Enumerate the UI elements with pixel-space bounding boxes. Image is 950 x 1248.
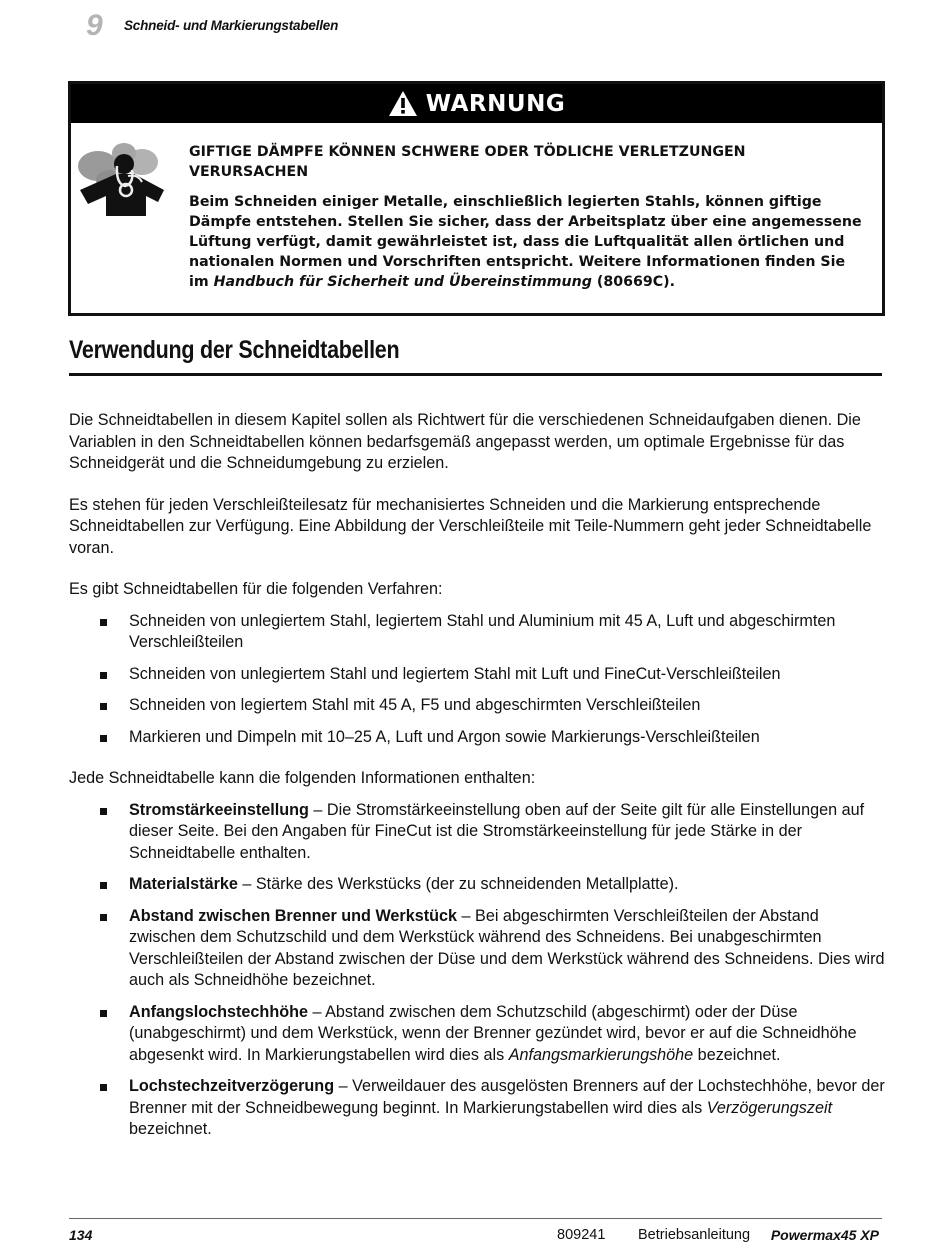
section-body [69, 410, 889, 1161]
warning-header [71, 84, 882, 123]
processes-list [69, 611, 889, 749]
term: Materialstärke [129, 875, 238, 893]
page-number: 134 [69, 1227, 93, 1243]
warning-box [68, 81, 885, 316]
processes-intro: Es gibt Schneidtabellen für die folgenden Verfahren: [69, 580, 443, 598]
warning-triangle-icon [388, 90, 418, 117]
consumables-paragraph: Es stehen für jeden Verschleißteilesatz für mechanisiertes Schneiden und die Markierung entsprechende Schneidtabellen zur Verfügung. Eine Abbildung der Verschleißteile mit Teile-Nummern geht jeder Schneidtabelle voran. [69, 495, 872, 557]
toxic-fumes-pictogram [76, 140, 168, 220]
definition-italic: Anfangsmarkierungshöhe [508, 1045, 694, 1064]
title-divider [69, 373, 882, 376]
list-item [69, 874, 889, 896]
definition: – Die Stromstärkeeinstellung oben auf der Seite gilt für alle Einstellungen auf dieser Seite. Bei den Angaben für FineCut ist die Stromstärkeeinstellung für jede Stärke in der Schneidtabelle enthalten. [129, 800, 865, 862]
document-number: 809241 [557, 1227, 606, 1243]
info-intro: Jede Schneidtabelle kann die folgenden Informationen enthalten: [69, 769, 536, 787]
term: Stromstärkeeinstellung [129, 800, 309, 819]
manual-type: Betriebsanleitung [638, 1227, 751, 1243]
definition-italic: Verzögerungszeit [706, 1098, 833, 1117]
term: Abstand zwischen Brenner und Werkstück [129, 906, 458, 925]
definition-end: bezeichnet. [693, 1045, 781, 1064]
warning-heading: GIFTIGE DÄMPFE KÖNNEN SCHWERE ODER TÖDLICHE VERLETZUNGEN VERURSACHEN [189, 144, 746, 180]
intro-paragraph: Die Schneidtabellen in diesem Kapitel sollen als Richtwert für die verschiedenen Schneidaufgaben dienen. Die Variablen in den Schneidtabellen können bedarfsgemäß angepasst werden, um optimale Ergebnisse für das Schneidgerät und die Schneidumgebung zu erzielen. [69, 411, 861, 472]
safety-manual-title: Handbuch für Sicherheit und Übereinstimmung [213, 274, 592, 290]
definition-end: bezeichnet. [129, 1120, 212, 1138]
footer-divider [69, 1218, 882, 1219]
info-list [69, 800, 889, 1141]
list-item [69, 1002, 889, 1067]
definition: – Stärke des Werkstücks (der zu schneidenden Metallplatte). [237, 875, 679, 893]
section-title: Verwendung der Schneidtabellen [69, 336, 400, 364]
term: Lochstechzeitverzögerung [129, 1077, 335, 1095]
warning-text-main: Beim Schneiden einiger Metalle, einschließlich legierten Stahls, können giftige Dämpfe entstehen. Stellen Sie sicher, dass der Arbeitsplatz über eine angemessene Lüftung verfügt, damit gewährleistet ist, dass die Luftqualität allen örtlichen und nationalen Normen und Vorschriften entspricht. Weitere Informationen finden Sie im [189, 194, 862, 290]
warning-text-end: (80669C). [591, 274, 675, 290]
list-item [69, 1076, 889, 1141]
product-name: Powermax45 XP [770, 1227, 879, 1243]
chapter-number: 9 [86, 9, 103, 42]
definition: – Bei abgeschirmten Verschleißteilen der Abstand zwischen dem Schutzschild und dem Werkstück während des Schneidens. Bei unabgeschirmten Verschleißteilen der Abstand zwischen der Düse und dem Werkstück während des Schneidens. Dies wird auch als Schneidhöhe bezeichnet. [129, 906, 885, 989]
term: Anfangslochstechhöhe [129, 1002, 308, 1021]
warning-text [189, 192, 869, 292]
warning-label: WARNUNG [425, 90, 566, 117]
definition: – Verweildauer des ausgelösten Brenners auf der Lochstechhöhe, bevor der Brenner mit der Schneidbewegung beginnt. In Markierungstabellen wird dies als [129, 1077, 885, 1117]
definition: – Abstand zwischen dem Schutzschild (abgeschirmt) oder der Düse (unabgeschirmt) und dem Werkstück, wenn der Brenner gezündet wird, bevor er auf die Schneidhöhe abgesenkt wird. In Markierungstabellen wird dies als [129, 1002, 857, 1064]
list-item: Schneiden von unlegiertem Stahl, legiertem Stahl und Aluminium mit 45 A, Luft und abgeschirmten Verschleißteilen [69, 611, 889, 654]
list-item: Schneiden von legiertem Stahl mit 45 A, F5 und abgeschirmten Verschleißteilen [69, 695, 889, 717]
list-item: Schneiden von unlegiertem Stahl und legiertem Stahl mit Luft und FineCut-Verschleißteilen [69, 664, 889, 686]
list-item: Markieren und Dimpeln mit 10–25 A, Luft und Argon sowie Markierungs-Verschleißteilen [69, 727, 889, 749]
warning-body [189, 142, 869, 292]
list-item [69, 906, 889, 992]
list-item [69, 800, 889, 865]
chapter-title: Schneid- und Markierungstabellen [124, 18, 339, 33]
